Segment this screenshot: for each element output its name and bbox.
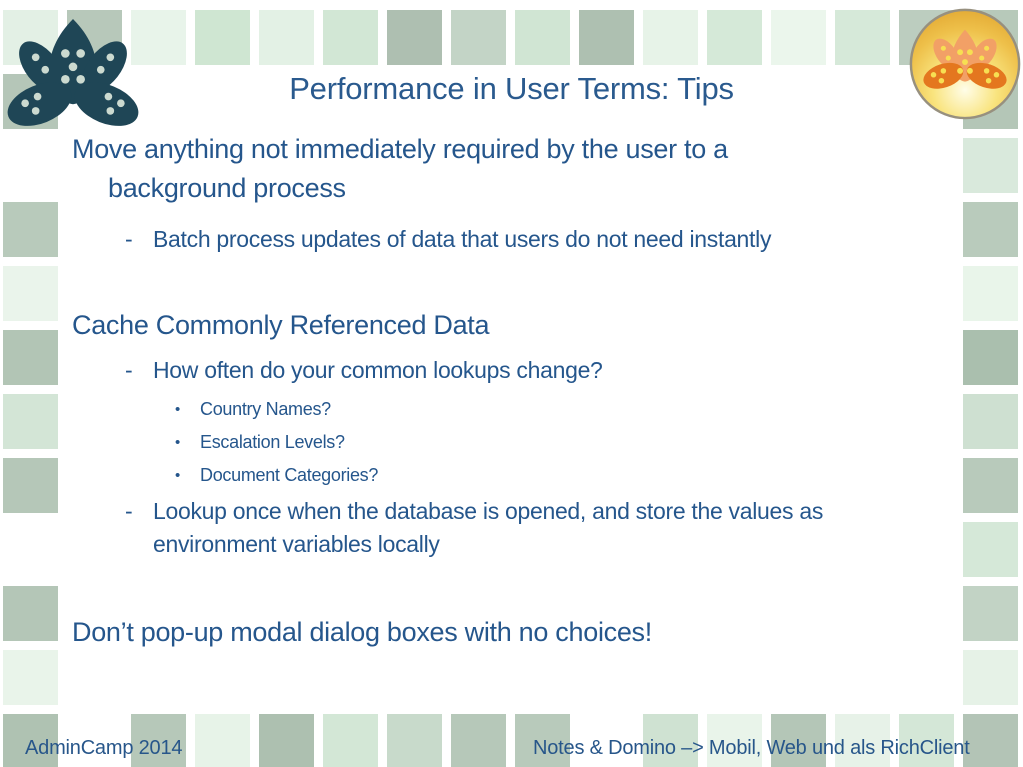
border-square: [3, 330, 58, 385]
slide-title: Performance in User Terms: Tips: [289, 71, 734, 106]
body-line: background process: [108, 173, 346, 203]
border-square: [3, 202, 58, 257]
border-square: [451, 10, 506, 65]
body-text-level1: [72, 306, 972, 345]
dash-marker: -: [125, 498, 133, 524]
border-square: [451, 714, 506, 767]
border-square: [3, 650, 58, 705]
body-text-bullet: [72, 459, 972, 492]
border-square: [3, 266, 58, 321]
border-square: [707, 10, 762, 65]
border-square: [771, 10, 826, 65]
border-square: [195, 10, 250, 65]
border-square: [259, 714, 314, 767]
body-line: Lookup once when the database is opened, and store the values as: [153, 498, 824, 524]
body-line: Batch process updates of data that users do not need instantly: [153, 226, 772, 252]
body-text-bullet: [72, 426, 972, 459]
body-text-level1: [72, 613, 972, 652]
bullet-marker: •: [175, 467, 180, 484]
body-text-level1: [72, 130, 972, 208]
body-line: Don’t pop-up modal dialog boxes with no choices!: [72, 617, 652, 647]
border-square: [835, 10, 890, 65]
border-square: [195, 714, 250, 767]
border-square: [387, 714, 442, 767]
border-square: [387, 10, 442, 65]
border-square: [643, 10, 698, 65]
body-line: [153, 495, 823, 561]
body-line: Document Categories?: [200, 465, 379, 485]
bullet-list: [72, 393, 972, 492]
border-square: [963, 714, 1018, 767]
border-square: [963, 650, 1018, 705]
border-square: [259, 10, 314, 65]
body-line: Country Names?: [200, 399, 331, 419]
body-line: Escalation Levels?: [200, 432, 345, 452]
border-square: [323, 714, 378, 767]
footer-left-text: AdminCamp 2014: [25, 737, 183, 759]
dash-marker: -: [125, 357, 133, 383]
body-text-bullet: [72, 393, 972, 426]
gold-lotus-badge-icon: [906, 4, 1023, 122]
body-line: Move anything not immediately required by the user to a: [72, 134, 728, 164]
body-text-dash: [72, 355, 972, 385]
border-square: [3, 458, 58, 513]
body-line: Cache Commonly Referenced Data: [72, 310, 490, 340]
border-square: [579, 10, 634, 65]
border-square: [323, 10, 378, 65]
border-square: [3, 586, 58, 641]
footer-right-text: Notes & Domino –> Mobil, Web und als RichClient: [533, 737, 970, 759]
border-square: [3, 394, 58, 449]
lotus-logo-icon: [6, 14, 140, 136]
body-text-dash: [72, 495, 972, 561]
body-line: How often do your common lookups change?: [153, 357, 603, 383]
slide-body: [72, 130, 972, 652]
dash-marker: -: [125, 226, 133, 252]
bullet-marker: •: [175, 401, 180, 418]
bullet-marker: •: [175, 434, 180, 451]
body-line: environment variables locally: [153, 531, 440, 557]
body-text-dash: [72, 224, 972, 254]
border-square: [515, 10, 570, 65]
